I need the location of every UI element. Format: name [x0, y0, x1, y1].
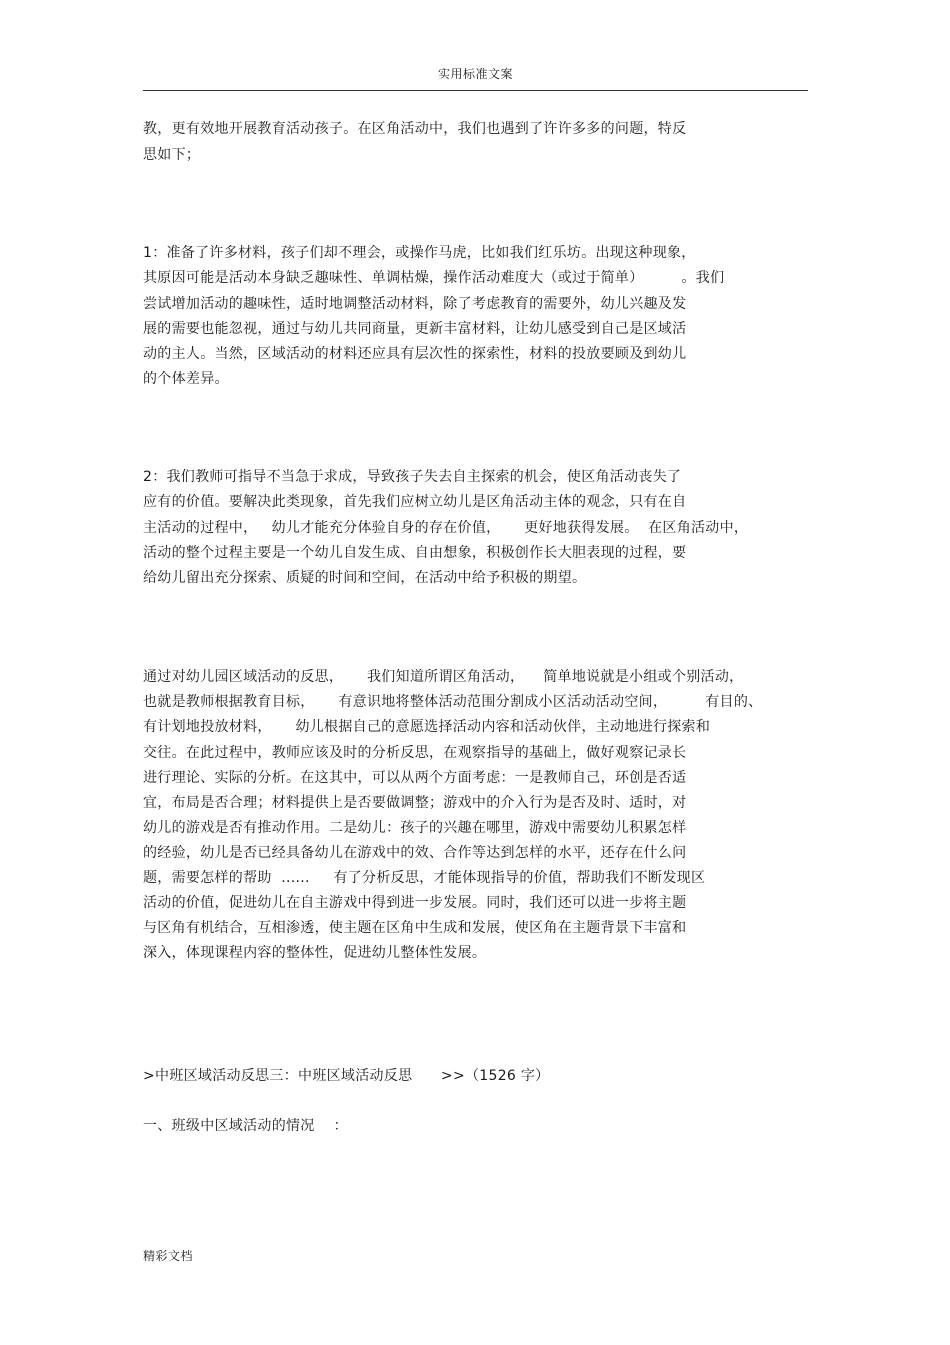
section-heading: >中班区域活动反思三：中班区域活动反思 >>（1526 字）: [143, 1068, 550, 1084]
paragraph-line: 其原因可能是活动本身缺乏趣味性、单调枯燥，操作活动难度大（或过于简单） 。我们: [143, 270, 725, 286]
paragraph-line: 2：我们教师可指导不当急于求成，导致孩子失去自主探索的机会，使区角活动丧失了: [143, 469, 682, 485]
paragraph-line: 题，需要怎样的帮助 ...... 有了分析反思，才能体现指导的价值，帮助我们不断发现区: [143, 870, 706, 886]
paragraph-line: 有计划地投放材料， 幼儿根据自己的意愿选择活动内容和活动伙伴，主动地进行探索和: [143, 719, 711, 735]
paragraph-line: 应有的价值。要解决此类现象，首先我们应树立幼儿是区角活动主体的观念，只有在自: [143, 494, 687, 510]
paragraph-line: 也就是教师根据教育目标， 有意识地将整体活动范围分割成小区活动活动空间， 有目的、: [143, 694, 763, 710]
paragraph-line: 活动的整个过程主要是一个幼儿自发生成、自由想象，积极创作长大胆表现的过程，要: [143, 545, 687, 561]
paragraph-line: 尝试增加活动的趣味性，适时地调整活动材料，除了考虑教育的需要外，幼儿兴趣及发: [143, 296, 687, 312]
header-divider: [143, 90, 808, 91]
paragraph-line: 交往。在此过程中，教师应该及时的分析反思，在观察指导的基础上，做好观察记录长: [143, 745, 687, 761]
paragraph-line: 展的需要也能忽视，通过与幼儿共同商量，更新丰富材料，让幼儿感受到自己是区域活: [143, 321, 687, 337]
paragraph-line: 幼儿的游戏是否有推动作用。二是幼儿：孩子的兴趣在哪里，游戏中需要幼儿积累怎样: [143, 820, 687, 836]
paragraph-line: 宜，布局是否合理；材料提供上是否要做调整；游戏中的介入行为是否及时、适时，对: [143, 795, 687, 811]
page-header: 实用标准文案: [437, 67, 513, 81]
paragraph-line: 通过对幼儿园区域活动的反思， 我们知道所谓区角活动， 简单地说就是小组或个别活动，: [143, 669, 744, 685]
paragraph-line: 1：准备了许多材料，孩子们却不理会，或操作马虎，比如我们红乐坊。出现这种现象，: [143, 245, 696, 261]
paragraph-line: 思如下；: [143, 147, 201, 163]
paragraph-line: 活动的价值，促进幼儿在自主游戏中得到进一步发展。同时，我们还可以进一步将主题: [143, 895, 687, 911]
paragraph-line: 深入，体现课程内容的整体性，促进幼儿整体性发展。: [143, 945, 487, 961]
paragraph-line: 的经验，幼儿是否已经具备幼儿在游戏中的效、合作等达到怎样的水平，还存在什么问: [143, 845, 687, 861]
paragraph-line: 与区角有机结合，互相渗透，使主题在区角中生成和发展，使区角在主题背景下丰富和: [143, 920, 687, 936]
paragraph-line: 主活动的过程中， 幼儿才能充分体验自身的存在价值， 更好地获得发展。 在区角活动中，: [143, 520, 749, 536]
paragraph-line: 的个体差异。: [143, 371, 229, 387]
page-footer: 精彩文档: [143, 1249, 194, 1263]
paragraph-line: 动的主人。当然，区域活动的材料还应具有层次性的探索性，材料的投放要顾及到幼儿: [143, 346, 687, 362]
paragraph-line: 进行理论、实际的分析。在这其中，可以从两个方面考虑：一是教师自己，环创是否适: [143, 770, 687, 786]
paragraph-line: 教，更有效地开展教育活动孩子。在区角活动中，我们也遇到了许许多多的问题，特反: [143, 121, 687, 137]
paragraph-line: 给幼儿留出充分探索、质疑的时间和空间，在活动中给予积极的期望。: [143, 570, 587, 586]
subsection-heading: 一、班级中区域活动的情况 ：: [143, 1118, 348, 1134]
